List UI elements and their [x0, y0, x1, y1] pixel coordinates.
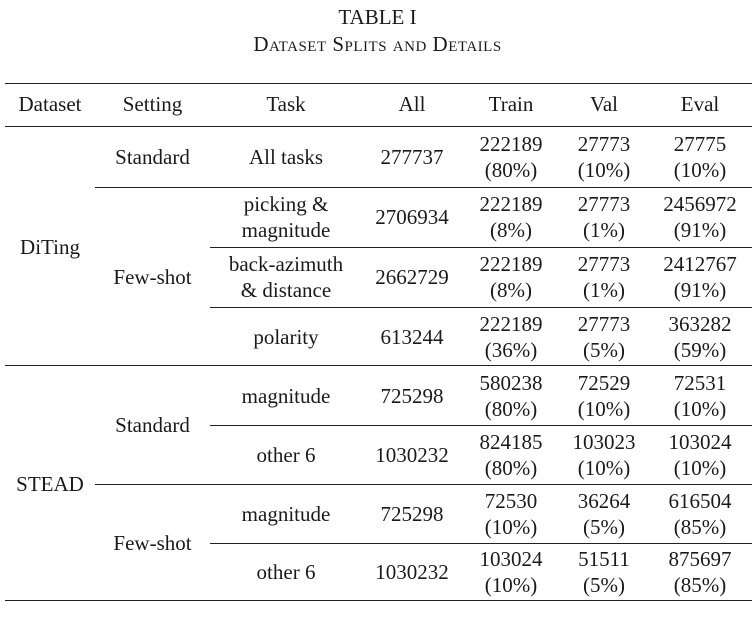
eval-cell	[648, 484, 752, 543]
train-cell	[462, 425, 560, 484]
setting-cell-line: Standard	[115, 145, 190, 169]
setting-cell	[95, 187, 210, 366]
top-rule	[5, 83, 752, 84]
all-cell-line: 1030232	[375, 442, 449, 467]
dataset-cell	[5, 366, 95, 601]
dataset-cell	[5, 127, 95, 366]
eval-cell-line: 363282	[668, 311, 732, 336]
val-cell-line: 72529	[577, 370, 631, 395]
train-cell	[462, 543, 560, 601]
setting-cell	[95, 127, 210, 187]
train-cell	[462, 127, 560, 187]
val-cell-line: 36264	[577, 488, 631, 513]
setting-cell	[95, 366, 210, 484]
train-cell-line: (80%)	[484, 396, 538, 421]
task-cell-line: magnitude	[241, 501, 331, 526]
all-cell-line: 613244	[380, 324, 444, 349]
column-header-eval-line: Eval	[680, 91, 720, 116]
all-cell-line: 1030232	[375, 560, 449, 584]
task-cell-line: magnitude	[241, 218, 331, 242]
train-cell	[462, 484, 560, 543]
all-cell	[362, 187, 462, 247]
val-cell-line: (1%)	[583, 278, 625, 302]
all-cell-line: 2662729	[375, 265, 449, 289]
all-cell	[362, 425, 462, 484]
table-title: Dataset Splits and Details	[253, 32, 502, 56]
all-cell-line: 725298	[380, 501, 444, 526]
all-cell-line: 725298	[380, 383, 444, 408]
column-header-setting-line: Setting	[122, 91, 183, 116]
eval-cell-line: (91%)	[673, 218, 727, 242]
val-cell-line: (10%)	[577, 396, 631, 421]
eval-cell-line: 2412767	[663, 252, 737, 276]
val-cell	[560, 187, 648, 247]
train-cell	[462, 366, 560, 425]
eval-cell	[648, 425, 752, 484]
val-cell-line: 27773	[577, 132, 631, 156]
eval-cell-line: (10%)	[673, 396, 727, 421]
task-cell	[210, 543, 362, 601]
val-cell	[560, 127, 648, 187]
task-cell	[210, 484, 362, 543]
column-header-train	[462, 87, 560, 120]
task-cell	[210, 425, 362, 484]
dataset-cell-line: STEAD	[16, 471, 84, 496]
all-cell	[362, 543, 462, 601]
task-cell-line: magnitude	[241, 383, 331, 408]
eval-cell-line: 875697	[668, 547, 732, 571]
eval-cell-line: 103024	[668, 429, 732, 454]
val-cell-line: 27773	[577, 311, 631, 336]
column-header-all	[362, 87, 462, 120]
val-cell-line: (10%)	[577, 158, 631, 182]
eval-cell-line: (10%)	[673, 455, 727, 480]
eval-cell-line: (85%)	[673, 514, 727, 539]
eval-cell	[648, 127, 752, 187]
eval-cell-line: 72531	[673, 370, 727, 395]
setting-cell-line: Standard	[115, 413, 190, 437]
eval-cell-line: (85%)	[673, 573, 727, 597]
task-cell	[210, 307, 362, 366]
val-cell-line: 51511	[578, 547, 630, 571]
dataset-cell-line: DiTing	[20, 234, 80, 259]
eval-cell	[648, 187, 752, 247]
train-cell-line: 222189	[479, 132, 543, 156]
val-cell-line: 27773	[577, 192, 631, 216]
setting-cell	[95, 484, 210, 601]
all-cell-line: 277737	[380, 145, 444, 169]
val-cell-line: (10%)	[577, 455, 631, 480]
train-cell-line: 580238	[479, 370, 543, 395]
bottom-rule	[5, 600, 752, 601]
val-cell	[560, 425, 648, 484]
val-cell	[560, 543, 648, 601]
val-cell-line: (1%)	[583, 218, 625, 242]
val-cell-line: (5%)	[583, 514, 625, 539]
train-cell-line: (8%)	[490, 278, 532, 302]
all-cell	[362, 127, 462, 187]
train-cell-line: 72530	[484, 488, 538, 513]
column-header-val	[560, 87, 648, 120]
train-cell-line: 222189	[479, 192, 543, 216]
train-cell-line: 222189	[479, 252, 543, 276]
val-cell-line: (5%)	[583, 573, 625, 597]
eval-cell-line: 2456972	[663, 192, 737, 216]
task-cell	[210, 247, 362, 307]
val-cell-line: (5%)	[583, 337, 625, 362]
column-header-eval	[648, 87, 752, 120]
train-cell-line: 103024	[479, 547, 543, 571]
column-header-all-line: All	[398, 91, 426, 116]
column-header-dataset	[5, 87, 95, 120]
train-cell	[462, 187, 560, 247]
val-cell	[560, 484, 648, 543]
val-cell	[560, 366, 648, 425]
task-cell-line: picking &	[243, 192, 329, 216]
eval-cell	[648, 307, 752, 366]
column-header-setting	[95, 87, 210, 120]
eval-cell	[648, 543, 752, 601]
train-cell-line: (8%)	[490, 218, 532, 242]
all-cell	[362, 366, 462, 425]
train-cell	[462, 307, 560, 366]
eval-cell-line: (10%)	[673, 158, 727, 182]
task-cell-line: & distance	[240, 278, 332, 302]
column-header-task	[210, 87, 362, 120]
column-header-train-line: Train	[488, 91, 534, 116]
task-cell-line: polarity	[253, 324, 319, 349]
all-cell	[362, 247, 462, 307]
column-header-task-line: Task	[266, 91, 306, 116]
eval-cell-line: (59%)	[673, 337, 727, 362]
eval-cell	[648, 366, 752, 425]
all-cell	[362, 307, 462, 366]
column-header-dataset-line: Dataset	[18, 91, 82, 116]
task-cell-line: other 6	[256, 442, 316, 467]
eval-cell	[648, 247, 752, 307]
task-cell-line: other 6	[256, 560, 316, 584]
table-number: TABLE I	[338, 5, 417, 29]
all-cell-line: 2706934	[375, 205, 449, 229]
val-cell-line: 103023	[572, 429, 636, 454]
train-cell	[462, 247, 560, 307]
task-cell	[210, 366, 362, 425]
task-cell-line: back-azimuth	[228, 252, 344, 276]
eval-cell-line: 27775	[673, 132, 727, 156]
setting-cell-line: Few-shot	[113, 530, 192, 555]
val-cell	[560, 307, 648, 366]
val-cell-line: 27773	[577, 252, 631, 276]
column-header-val-line: Val	[590, 91, 618, 116]
eval-cell-line: (91%)	[673, 278, 727, 302]
task-cell	[210, 127, 362, 187]
val-cell	[560, 247, 648, 307]
train-cell-line: (10%)	[484, 514, 538, 539]
train-cell-line: 222189	[479, 311, 543, 336]
task-cell	[210, 187, 362, 247]
train-cell-line: (36%)	[484, 337, 538, 362]
train-cell-line: 824185	[479, 429, 543, 454]
eval-cell-line: 616504	[668, 488, 732, 513]
setting-cell-line: Few-shot	[113, 264, 192, 289]
train-cell-line: (80%)	[484, 455, 538, 480]
all-cell	[362, 484, 462, 543]
task-cell-line: All tasks	[248, 145, 324, 169]
train-cell-line: (80%)	[484, 158, 538, 182]
train-cell-line: (10%)	[484, 573, 538, 597]
